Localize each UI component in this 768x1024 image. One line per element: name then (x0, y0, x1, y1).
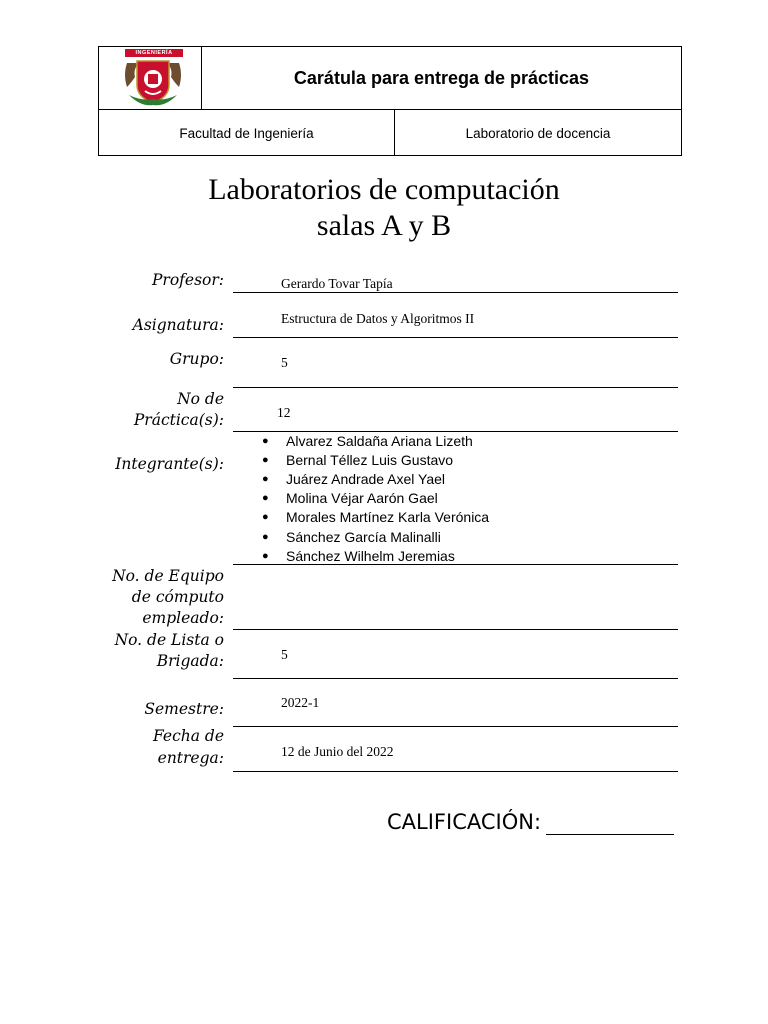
logo-cell (99, 47, 202, 109)
semestre-line (233, 726, 678, 727)
logo-ribbon-text: INGENIERÍA (125, 49, 183, 57)
integrantes-label: Integrante(s): (115, 455, 224, 473)
list-item (262, 489, 489, 508)
main-title (0, 172, 768, 244)
list-item (262, 527, 489, 546)
list-item (262, 431, 489, 450)
equipo-label-line1: No. de Equipo (112, 567, 224, 585)
bullet-icon: ● (262, 472, 269, 485)
list-item (262, 450, 489, 469)
grupo-value: 5 (281, 355, 288, 370)
list-item (262, 508, 489, 527)
lista-label-line2: Brigada: (156, 652, 224, 670)
practica-label-line1: No de (177, 390, 224, 408)
bullet-icon: ● (262, 511, 269, 524)
practica-label-line2: Práctica(s): (133, 411, 224, 429)
member-name: Sánchez Wilhelm Jeremias (286, 547, 455, 564)
lista-label-line1: No. de Lista o (114, 631, 224, 649)
member-name: Sánchez García Malinalli (286, 528, 441, 545)
bullet-icon: ● (262, 530, 269, 543)
member-name: Molina Véjar Aarón Gael (286, 490, 438, 507)
lista-value: 5 (281, 647, 288, 662)
members-list (262, 431, 489, 565)
member-name: Bernal Téllez Luis Gustavo (286, 451, 454, 468)
equipo-line (233, 629, 678, 630)
semestre-value: 2022-1 (281, 695, 320, 710)
bullet-icon: ● (262, 549, 269, 562)
list-item (262, 469, 489, 488)
header-faculty: Facultad de Ingeniería (99, 110, 395, 156)
lista-line (233, 678, 678, 679)
bullet-icon: ● (262, 453, 269, 466)
equipo-label-line3: empleado: (142, 609, 224, 627)
profesor-value: Gerardo Tovar Tapía (281, 276, 393, 291)
header-row-top (99, 47, 681, 110)
bullet-icon: ● (262, 434, 269, 447)
header-title: Carátula para entrega de prácticas (293, 67, 590, 88)
asignatura-line (233, 337, 678, 338)
grade-label: CALIFICACIÓN: (387, 810, 542, 834)
profesor-label: Profesor: (152, 271, 224, 289)
semestre-label: Semestre: (144, 700, 224, 718)
faculty-logo-icon (121, 55, 185, 107)
equipo-label-line2: de cómputo (131, 588, 224, 606)
bullet-icon: ● (262, 492, 269, 505)
fecha-line (233, 771, 678, 772)
grade-blank-line (546, 834, 674, 835)
profesor-line (233, 292, 678, 293)
integrantes-line (233, 564, 678, 565)
member-name: Alvarez Saldaña Ariana Lizeth (286, 432, 473, 449)
practica-value: 12 (277, 405, 291, 420)
main-title-line1: Laboratorios de computación (208, 173, 560, 206)
header-lab: Laboratorio de docencia (465, 125, 611, 141)
fecha-value: 12 de Junio del 2022 (281, 744, 394, 759)
list-item (262, 546, 489, 565)
grupo-line (233, 387, 678, 388)
grupo-label: Grupo: (169, 350, 224, 368)
asignatura-value: Estructura de Datos y Algoritmos II (281, 311, 475, 326)
fecha-label-line1: Fecha de (152, 727, 224, 745)
fecha-label-line2: entrega: (157, 749, 224, 767)
asignatura-label: Asignatura: (132, 316, 224, 334)
member-name: Juárez Andrade Axel Yael (286, 470, 446, 487)
header-table (98, 46, 682, 156)
member-name: Morales Martínez Karla Verónica (286, 509, 490, 526)
main-title-line2: salas A y B (316, 209, 452, 242)
